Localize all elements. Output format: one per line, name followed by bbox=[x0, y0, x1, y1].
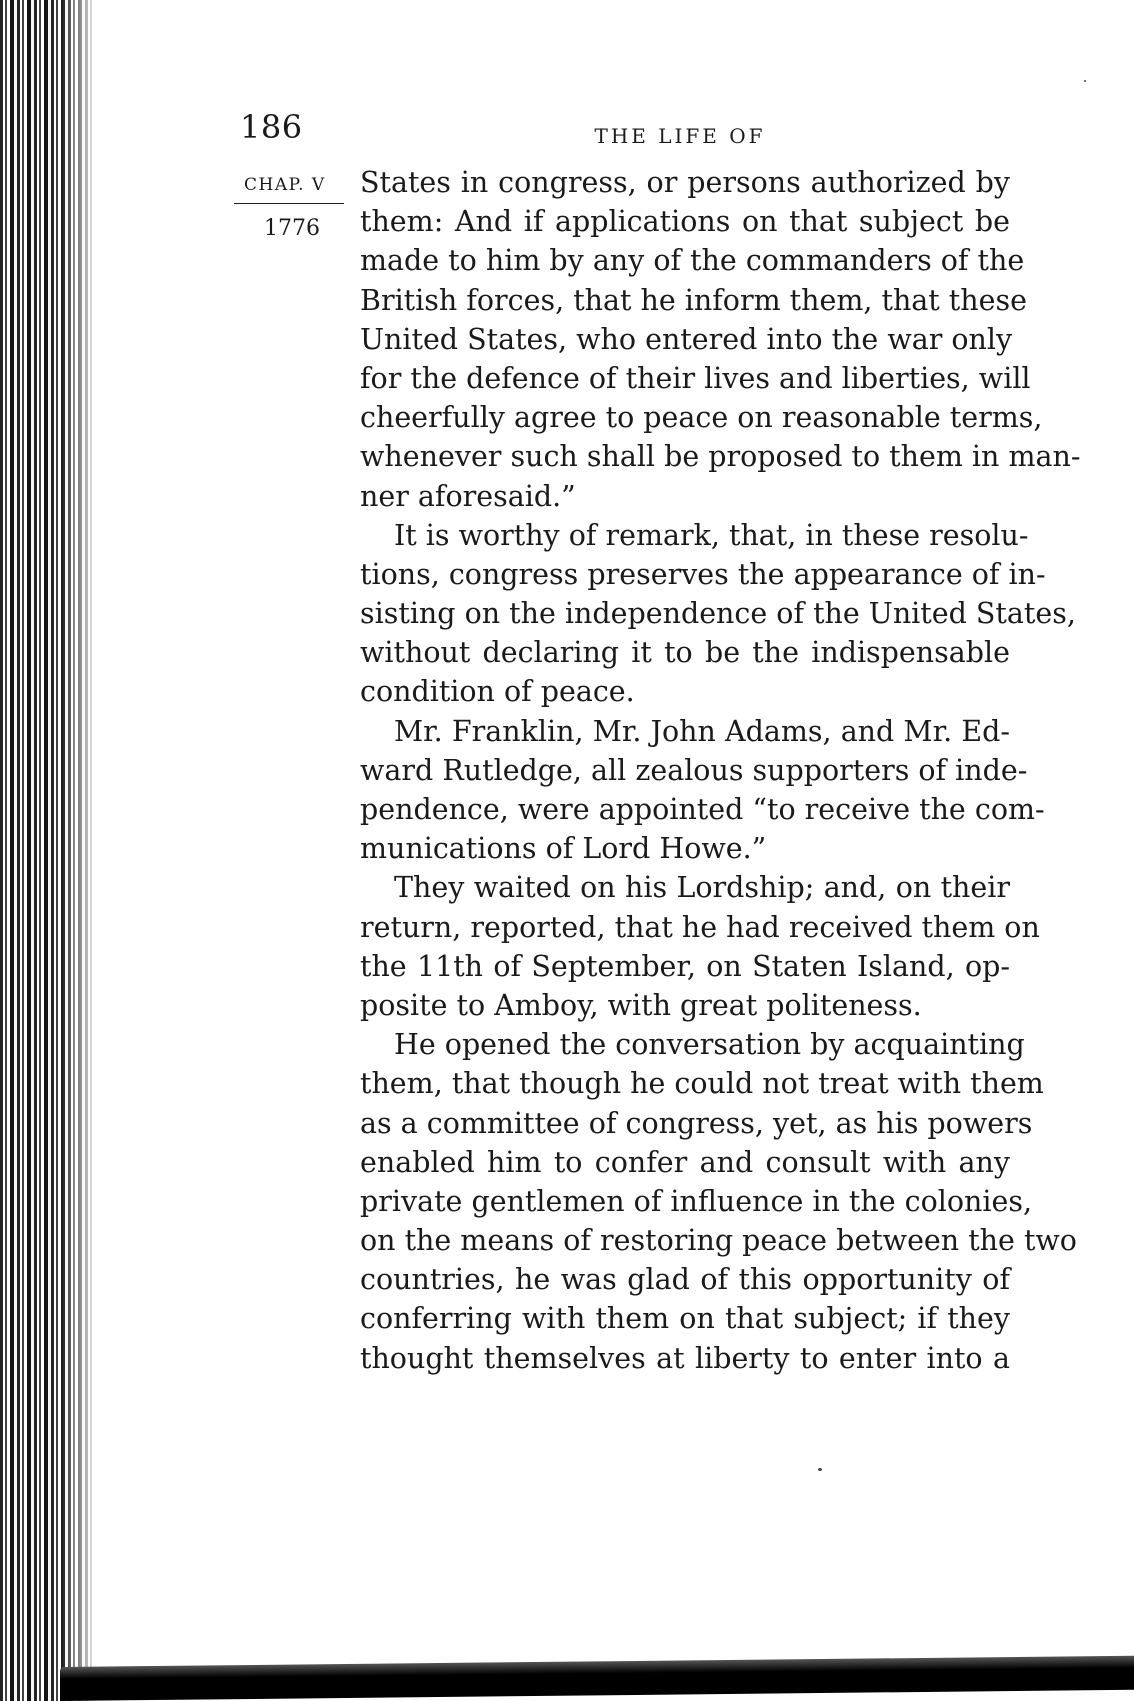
text-line: them, that though he could not treat with them bbox=[360, 1067, 1044, 1101]
text-line: conferring with them on that subject; if they bbox=[360, 1302, 1010, 1336]
text-line: enabled him to confer and consult with any bbox=[360, 1145, 1010, 1179]
text-line: return, reported, that he had received them on bbox=[360, 910, 1040, 944]
text-line: made to him by any of the commanders of the bbox=[360, 244, 1025, 278]
text-line: countries, he was glad of this opportunity of bbox=[360, 1263, 1010, 1297]
text-line: ner aforesaid.” bbox=[360, 479, 576, 513]
text-line: condition of peace. bbox=[360, 675, 635, 709]
text-line: ward Rutledge, all zealous supporters of inde- bbox=[360, 753, 1028, 787]
text-line: sisting on the independence of the United States, bbox=[360, 597, 1076, 631]
text-line: private gentlemen of influence in the colonies, bbox=[360, 1184, 1033, 1218]
text-line: them: And if applications on that subject be bbox=[360, 205, 1010, 239]
text-line: whenever such shall be proposed to them in man- bbox=[360, 440, 1081, 474]
paragraph bbox=[360, 516, 1076, 712]
text-line: United States, who entered into the war only bbox=[360, 322, 1013, 356]
text-line: on the means of restoring peace between the two bbox=[360, 1224, 1077, 1258]
margin-chapter-label: CHAP. V bbox=[244, 175, 326, 195]
paragraph bbox=[360, 163, 1081, 516]
body-text bbox=[360, 163, 1081, 1378]
page-bottom-edge bbox=[60, 1656, 1134, 1701]
text-line: Mr. Franklin, Mr. John Adams, and Mr. Ed- bbox=[394, 714, 1010, 748]
text-line: pendence, were appointed “to receive the com- bbox=[360, 793, 1045, 826]
page-number: 186 bbox=[240, 108, 303, 146]
margin-year-label: 1776 bbox=[264, 216, 320, 241]
text-line: for the defence of their lives and liberties, will bbox=[360, 361, 1031, 395]
scan-speck bbox=[818, 1468, 822, 1471]
text-line: They waited on his Lordship; and, on their bbox=[394, 871, 1010, 905]
paragraph bbox=[360, 868, 1040, 1025]
running-head: THE LIFE OF bbox=[594, 124, 766, 148]
text-line: He opened the conversation by acquainting bbox=[394, 1028, 1025, 1062]
text-line: It is worthy of remark, that, in these resolu- bbox=[394, 518, 1029, 552]
margin-divider bbox=[234, 203, 344, 204]
text-line: without declaring it to be the indispensable bbox=[360, 636, 1010, 670]
paragraph bbox=[360, 712, 1045, 869]
text-line: tions, congress preserves the appearance of in- bbox=[360, 557, 1046, 591]
text-line: thought themselves at liberty to enter into a bbox=[360, 1341, 1010, 1375]
text-line: cheerfully agree to peace on reasonable terms, bbox=[360, 401, 1043, 435]
text-line: States in congress, or persons authorized by bbox=[360, 166, 1010, 199]
text-line: the 11th of September, on Staten Island, op- bbox=[360, 949, 1010, 983]
text-line: munications of Lord Howe.” bbox=[360, 832, 767, 866]
text-line: posite to Amboy, with great politeness. bbox=[360, 988, 922, 1022]
text-line: as a committee of congress, yet, as his powers bbox=[360, 1106, 1033, 1140]
text-line: British forces, that he inform them, that these bbox=[360, 283, 1027, 317]
paragraph bbox=[360, 1025, 1077, 1378]
binding-fade bbox=[60, 0, 100, 1701]
scan-speck bbox=[1084, 80, 1086, 82]
